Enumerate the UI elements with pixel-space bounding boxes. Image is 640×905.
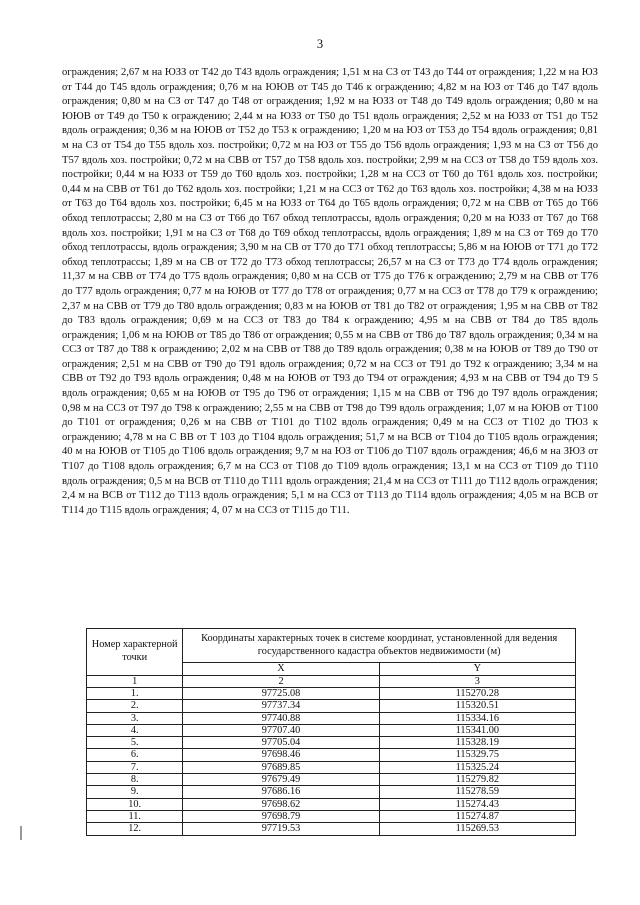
column-number: 3: [379, 675, 575, 688]
coordinates-table: [86, 628, 576, 836]
point-number-cell: 2.: [87, 700, 183, 712]
point-number-cell: 5.: [87, 737, 183, 749]
table-row: [87, 700, 576, 712]
table-row: [87, 761, 576, 773]
point-number-cell: 3.: [87, 712, 183, 724]
point-number-cell: 8.: [87, 774, 183, 786]
table-row: [87, 823, 576, 835]
x-coordinate-cell: 97679.49: [183, 774, 379, 786]
x-coordinate-cell: 97698.62: [183, 798, 379, 810]
y-coordinate-cell: 115269.53: [379, 823, 575, 835]
x-coordinate-cell: 97686.16: [183, 786, 379, 798]
y-coordinate-cell: 115270.28: [379, 688, 575, 700]
point-number-cell: 12.: [87, 823, 183, 835]
x-coordinate-cell: 97689.85: [183, 761, 379, 773]
y-coordinate-cell: 115328.19: [379, 737, 575, 749]
point-number-cell: 6.: [87, 749, 183, 761]
point-number-cell: 9.: [87, 786, 183, 798]
point-number-cell: 4.: [87, 724, 183, 736]
point-number-cell: 11.: [87, 810, 183, 822]
table-body: [87, 675, 576, 835]
y-coordinate-cell: 115325.24: [379, 761, 575, 773]
point-number-cell: 1.: [87, 688, 183, 700]
table-row: [87, 798, 576, 810]
y-coordinate-cell: 115274.87: [379, 810, 575, 822]
x-coordinate-cell: 97719.53: [183, 823, 379, 835]
table-row: [87, 749, 576, 761]
table-header-row: [87, 629, 576, 663]
table-row: [87, 737, 576, 749]
table-row: [87, 688, 576, 700]
x-coordinate-cell: 97740.88: [183, 712, 379, 724]
x-coordinate-cell: 97698.46: [183, 749, 379, 761]
header-x: X: [183, 663, 379, 676]
table-row: [87, 712, 576, 724]
column-number: 2: [183, 675, 379, 688]
table-row: [87, 724, 576, 736]
x-coordinate-cell: 97705.04: [183, 737, 379, 749]
y-coordinate-cell: 115334.16: [379, 712, 575, 724]
margin-mark: [20, 826, 22, 840]
y-coordinate-cell: 115341.00: [379, 724, 575, 736]
table-row: [87, 810, 576, 822]
point-number-cell: 7.: [87, 761, 183, 773]
y-coordinate-cell: 115278.59: [379, 786, 575, 798]
x-coordinate-cell: 97707.40: [183, 724, 379, 736]
column-number-row: [87, 675, 576, 688]
header-coordinates: Координаты характерных точек в системе координат, установленной для ведения государственного кадастра объектов недвижимости (м): [183, 629, 576, 663]
page-number: 3: [316, 37, 324, 51]
x-coordinate-cell: 97698.79: [183, 810, 379, 822]
point-number-cell: 10.: [87, 798, 183, 810]
x-coordinate-cell: 97725.08: [183, 688, 379, 700]
x-coordinate-cell: 97737.34: [183, 700, 379, 712]
y-coordinate-cell: 115320.51: [379, 700, 575, 712]
column-number: 1: [87, 675, 183, 688]
y-coordinate-cell: 115329.75: [379, 749, 575, 761]
table-row: [87, 774, 576, 786]
header-point-number: Номер характерной точки: [87, 629, 183, 676]
y-coordinate-cell: 115279.82: [379, 774, 575, 786]
y-coordinate-cell: 115274.43: [379, 798, 575, 810]
table-row: [87, 786, 576, 798]
boundary-description-text: ограждения; 2,67 м на ЮЗЗ от Т42 до Т43 вдоль ограждения; 1,51 м на СЗ от Т43 до Т44 от ограждения; 1,22 м на ЮЗ от Т44 до Т45 вдоль ограждения; 0,76 м на ЮЮВ от Т45 до Т46 к ограждению; 4,82 м на ЮЗ от Т46 до Т47 вдоль ограждения; 0,80 м на СЗ от Т47 до Т48 от ограждения; 1,92 м на ЮЗЗ от Т48 до Т49 вдоль ограждения; 0,80 м на ЮЮВ от Т49 до Т50 к ограждению; 2,44 м на ЮЗЗ от Т50 до Т51 вдоль ограждения; 2,52 м на ЮЗЗ от Т51 до Т52 вдоль ограждения; 0,36 м на ЮЮВ от Т52 до Т53 к ограждению; 1,20 м на ЮЗ от Т53 до Т54 вдоль ограждения; 0,81 м на СЗ от Т54 до Т55 вдоль хоз. постройки; 0,72 м на ЮЗ от Т55 до Т56 вдоль ограждения; 1,93 м на СЗ от Т56 до Т57 вдоль хоз. постройки; 0,72 м на СВВ от Т57 до Т58 вдоль хоз. постройки; 2,99 м на ССЗ от Т58 до Т59 вдоль хоз. постройки; 0,44 м на ЮЗЗ от Т59 до Т60 вдоль хоз. постройки; 1,28 м на ССЗ от Т60 до Т61 вдоль хоз. постройки; 0,44 м на СВВ от Т61 до Т62 вдоль хоз. постройки; 1,21 м на ССЗ от Т62 до Т63 вдоль хоз. постройки; 4,38 м на ЮЗЗ от Т63 до Т64 вдоль хоз. постройки; 6,45 м на ЮЗЗ от Т64 до Т65 вдоль ограждения; 0,72 м на СВВ от Т65 до Т66 обход теплотрассы; 2,80 м на СЗ от Т66 до Т67 обход теплотрассы, вдоль ограждения; 0,20 м на ЮЗЗ от Т67 до Т68 вдоль хоз. постройки; 1,91 м на СЗ от Т68 до Т69 обход теплотрассы, вдоль ограждения; 1,89 м на СЗ от Т69 до Т70 обход теплотрассы, вдоль ограждения; 3,90 м на СВ от Т70 до Т71 обход теплотрассы; 5,86 м на ЮЮВ от Т71 до Т72 обход теплотрассы; 1,89 м на СВ от Т72 до Т73 обход теплотрассы; 26,57 м на СЗ от Т73 до Т74 вдоль ограждения; 11,37 м на СВВ от Т74 до Т75 вдоль ограждения; 0,80 м на ССВ от Т75 до Т76 к ограждению; 2,79 м на СВВ от Т76 до Т77 вдоль ограждения; 0,77 м на ЮЮВ от Т77 до Т78 от ограждения; 0,77 м на ССЗ от Т78 до Т79 к ограждению; 2,37 м на СВВ от Т79 до Т80 вдоль ограждения; 0,83 м на ЮЮВ от Т81 до Т82 от ограждения; 1,95 м на СВВ от Т82 до Т83 вдоль ограждения; 0,69 м на ССЗ от Т83 до Т84 к ограждению; 4,95 м на СВВ от Т84 до Т85 вдоль ограждения; 1,06 м на ЮЮВ от Т85 до Т86 от ограждения; 0,55 м на СВВ от Т86 до Т87 вдоль ограждения; 0,34 м на ССЗ от Т87 до Т88 к ограждению; 2,02 м на СВВ от Т88 до Т89 вдоль ограждения; 0,38 м на ЮЮВ от Т89 до Т90 от ограждения; 2,51 м на СВВ от Т90 до Т91 вдоль ограждения; 0,72 м на ССЗ от Т91 до Т92 к ограждению; 3,34 м на СВВ от Т92 до Т93 вдоль ограждения; 0,48 м на ЮЮВ от Т93 до Т94 от ограждения; 4,93 м на СВВ от Т94 до Т9 5 вдоль ограждения; 0,65 м на ЮЮВ от Т95 до Т96 от ограждения; 1,15 м на СВВ от Т96 до Т97 вдоль ограждения; 0,98 м на ССЗ от Т97 до Т98 к ограждению; 2,55 м на СВВ от Т98 до Т99 вдоль ограждения; 1,07 м на ЮЮВ от Т100 до Т101 от ограждения; 0,26 м на СВВ от Т101 до Т102 вдоль ограждения; 0,49 м на ССЗ от Т102 до ТЮ3 к ограждению; 4,78 м на С ВВ от Т 103 до Т104 вдоль ограждения; 51,7 м на ВСВ от Т104 до Т105 вдоль ограждения; 40 м на ЮЮВ от Т105 до Т106 вдоль ограждения; 9,7 м на ЮЗ от Т106 до Т107 вдоль ограждения; 46,6 м на ЗЮЗ от Т107 до Т108 вдоль ограждения; 6,7 м на ССЗ от Т108 до Т109 вдоль ограждения; 13,1 м на ССЗ от Т109 до Т110 вдоль ограждения; 0,5 м на ВСВ от Т110 до Т111 вдоль ограждения; 21,4 м на ССЗ от Т111 до Т112 вдоль ограждения; 2,4 м на ВСВ от Т112 до Т113 вдоль ограждения; 5,1 м на ССЗ от Т113 до Т114 вдоль ограждения; 4,05 м на ВСВ от Т114 до Т115 вдоль ограждения; 4, 07 м на ССЗ от Т115 до Т11.: [62, 67, 598, 516]
header-y: Y: [379, 663, 575, 676]
